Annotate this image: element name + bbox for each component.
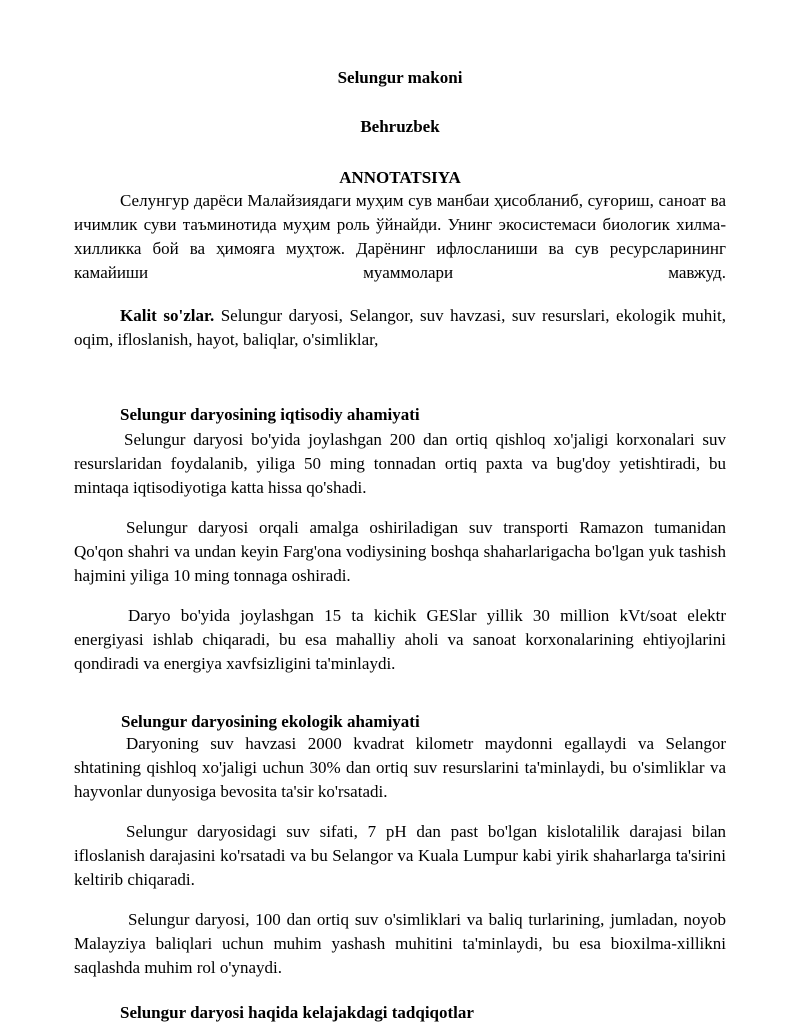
annotation-heading: ANNOTATSIYA [339,168,461,187]
keywords-paragraph [74,304,726,352]
section-heading-ecological: Selungur daryosining ekologik ahamiyati [121,712,420,731]
section-heading-future-research: Selungur daryosi haqida kelajakdagi tadqiqotlar [120,1003,474,1022]
keywords-text: Selungur daryosi, Selangor, suv havzasi, suv resurslari, ekologik muhit, oqim, ifloslanish, hayot, baliqlar, o'simliklar, [74,306,726,349]
keywords-label: Kalit so'zlar. [120,306,215,325]
section-paragraph: Daryoning suv havzasi 2000 kvadrat kilometr maydonni egallaydi va Selangor shtatining qishloq xo'jaligi uchun 30% dan ortiq suv resurslarini ta'minlaydi, bu o'simliklar va hayvonlar dunyosiga bevosita ta'sir ko'rsatadi. [74,734,726,801]
section-paragraph: Selungur daryosi bo'yida joylashgan 200 dan ortiq qishloq xo'jaligi korxonalari suv resurslaridan foydalanib, yiliga 50 ming tonnadan ortiq paxta va bug'doy yetishtiradi, bu mintaqa iqtisodiyotiga katta hissa qo'shadi. [74,430,726,497]
document-title: Selungur makoni [337,68,463,87]
document-author: Behruzbek [360,117,440,136]
section-paragraph: Daryo bo'yida joylashgan 15 ta kichik GESlar yillik 30 million kVt/soat elektr energiyasi ishlab chiqaradi, bu esa mahalliy aholi va sanoat korxonalarining ehtiyojlarini qondiradi va energiya xavfsizligini ta'minlaydi. [74,606,726,673]
section-heading-economic: Selungur daryosining iqtisodiy ahamiyati [120,405,420,424]
section-paragraph: Selungur daryosidagi suv sifati, 7 pH dan past bo'lgan kislotalilik darajasi bilan ifloslanish darajasini ko'rsatadi va bu Selangor va Kuala Lumpur kabi yirik shaharlarga ta'sirini keltirib chiqaradi. [74,822,726,889]
section-paragraph: Selungur daryosi orqali amalga oshiriladigan suv transporti Ramazon tumanidan Qo'qon shahri va undan keyin Farg'ona vodiysining boshqa shaharlarigacha bo'lgan yuk tashish hajmini yiliga 10 ming tonnaga oshiradi. [74,518,726,585]
annotation-text: Селунгур дарёси Малайзиядаги муҳим сув манбаи ҳисобланиб, суғориш, саноат ва ичимлик суви таъминотида муҳим роль ўйнайди. Унинг экосистемаси биологик хилма-хилликка бой ва ҳимояга муҳтож. Дарёнинг ифлосланиши ва сув ресурсларининг камайиши муаммолари мавжуд. [74,191,726,282]
section-paragraph: Selungur daryosi, 100 dan ortiq suv o'simliklari va baliq turlarining, jumladan, noyob Malayziya baliqlari uchun muhim yashash muhitini ta'minlaydi, bu esa bioxilma-xillikni saqlashda muhim rol o'ynaydi. [74,910,726,977]
